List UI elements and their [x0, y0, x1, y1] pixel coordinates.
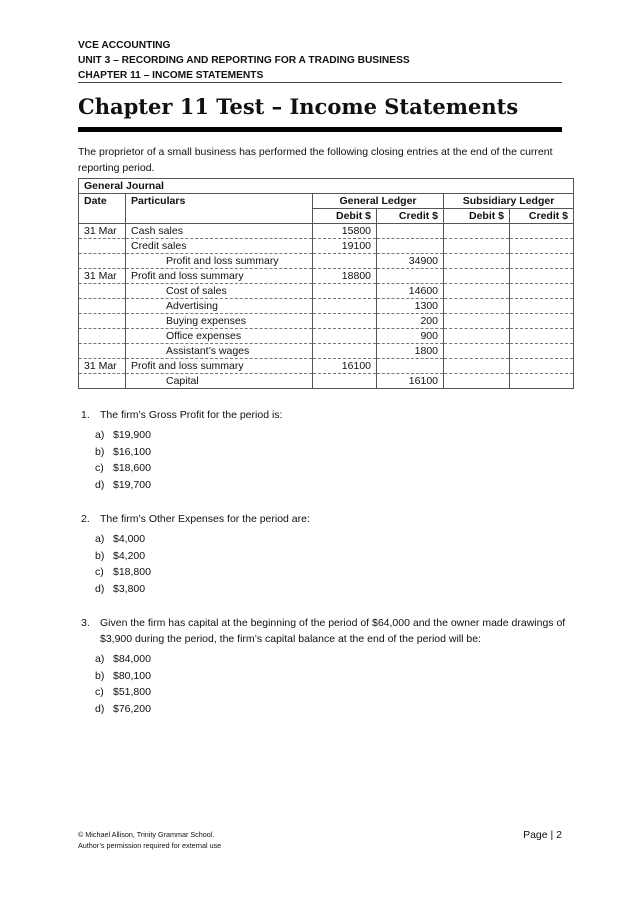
- question-2: [78, 511, 568, 597]
- row-sl-credit: [510, 374, 574, 389]
- row-sl-debit: [444, 284, 510, 299]
- page-title: Chapter 11 Test – Income Statements: [78, 94, 519, 119]
- row-credit: 200: [377, 314, 444, 329]
- answer-option[interactable]: [78, 668, 568, 685]
- row-credit: 900: [377, 329, 444, 344]
- row-date: 31 Mar: [79, 269, 126, 284]
- option-text: $16,100: [113, 445, 151, 458]
- row-sl-credit: [510, 224, 574, 239]
- row-sl-debit: [444, 359, 510, 374]
- header-unit: UNIT 3 – RECORDING AND REPORTING FOR A TRADING BUSINESS: [78, 55, 410, 66]
- row-debit: [313, 314, 377, 329]
- row-date: [79, 344, 126, 359]
- option-letter: a): [95, 653, 105, 665]
- option-text: $4,200: [113, 549, 146, 562]
- option-text: $80,100: [113, 669, 151, 682]
- row-particulars: Profit and loss summary: [126, 359, 313, 374]
- row-debit: [313, 329, 377, 344]
- row-debit: [313, 374, 377, 389]
- option-text: $51,800: [113, 686, 151, 698]
- col-general-ledger-header: General Ledger: [313, 194, 444, 209]
- option-text: $76,200: [113, 702, 151, 715]
- row-date: [79, 314, 126, 329]
- row-credit: 1300: [377, 299, 444, 314]
- option-text: $4,000: [113, 533, 146, 545]
- option-letter: d): [95, 582, 105, 595]
- row-debit: 16100: [313, 359, 377, 374]
- journal-row: [79, 284, 574, 299]
- option-letter: a): [95, 429, 105, 441]
- option-text: $84,000: [113, 653, 151, 665]
- col-date-header: Date: [79, 194, 126, 224]
- journal-row: [79, 254, 574, 269]
- row-particulars: Profit and loss summary: [126, 269, 313, 284]
- row-sl-debit: [444, 269, 510, 284]
- option-letter: b): [95, 669, 105, 682]
- answer-option[interactable]: [78, 548, 568, 565]
- row-sl-credit: [510, 254, 574, 269]
- option-letter: a): [95, 533, 105, 545]
- row-particulars: Assistant’s wages: [126, 344, 313, 359]
- option-letter: b): [95, 549, 105, 562]
- col-sl-credit-header: Credit $: [510, 209, 574, 224]
- answer-option[interactable]: [78, 477, 568, 494]
- row-sl-debit: [444, 239, 510, 254]
- row-credit: 34900: [377, 254, 444, 269]
- header-divider: [78, 82, 562, 83]
- answer-option[interactable]: [78, 684, 568, 701]
- journal-row: [79, 299, 574, 314]
- answer-option[interactable]: [78, 581, 568, 598]
- answer-options: [78, 427, 568, 493]
- answer-option[interactable]: [78, 427, 568, 444]
- row-credit: 14600: [377, 284, 444, 299]
- row-particulars: Credit sales: [126, 239, 313, 254]
- option-text: $18,800: [113, 566, 151, 578]
- journal-title: General Journal: [79, 179, 574, 194]
- header-subject: VCE ACCOUNTING: [78, 40, 171, 51]
- row-credit: [377, 239, 444, 254]
- row-credit: 16100: [377, 374, 444, 389]
- row-sl-credit: [510, 329, 574, 344]
- row-particulars: Profit and loss summary: [126, 254, 313, 269]
- row-debit: [313, 284, 377, 299]
- footer-credits: [78, 829, 221, 851]
- journal-row: [79, 344, 574, 359]
- journal-row: [79, 314, 574, 329]
- journal-row: [79, 269, 574, 284]
- question-list: [78, 407, 568, 735]
- row-credit: [377, 359, 444, 374]
- row-sl-credit: [510, 344, 574, 359]
- journal-row: [79, 239, 574, 254]
- question-number: 1.: [81, 409, 90, 421]
- col-subsidiary-ledger-header: Subsidiary Ledger: [444, 194, 574, 209]
- option-letter: d): [95, 478, 105, 491]
- col-gl-credit-header: Credit $: [377, 209, 444, 224]
- row-credit: [377, 269, 444, 284]
- option-letter: d): [95, 702, 105, 715]
- row-particulars: Cost of sales: [126, 284, 313, 299]
- row-sl-credit: [510, 299, 574, 314]
- footer-copyright: © Michael Allison, Trinity Grammar School.: [78, 830, 215, 839]
- header-chapter: CHAPTER 11 – INCOME STATEMENTS: [78, 70, 264, 81]
- question-1: [78, 407, 568, 493]
- row-particulars: Office expenses: [126, 329, 313, 344]
- document-header: [78, 38, 562, 83]
- row-particulars: Advertising: [126, 299, 313, 314]
- option-letter: b): [95, 445, 105, 458]
- question-3: [78, 615, 568, 717]
- row-sl-debit: [444, 224, 510, 239]
- row-sl-debit: [444, 314, 510, 329]
- footer-permission: Author’s permission required for external use: [78, 841, 222, 850]
- row-particulars: Cash sales: [126, 224, 313, 239]
- answer-option[interactable]: [78, 701, 568, 718]
- row-debit: 19100: [313, 239, 377, 254]
- title-underline-bar: [78, 127, 562, 132]
- option-text: $3,800: [113, 582, 146, 595]
- row-debit: [313, 344, 377, 359]
- row-date: [79, 239, 126, 254]
- col-sl-debit-header: Debit $: [444, 209, 510, 224]
- answer-option[interactable]: [78, 531, 568, 548]
- intro-paragraph: The proprietor of a small business has performed the following closing entries at the end of the current reporting period.: [78, 146, 553, 174]
- option-text: $19,700: [113, 478, 151, 491]
- answer-option[interactable]: [78, 564, 568, 581]
- option-letter: c): [95, 462, 104, 474]
- page-number: Page | 2: [523, 829, 562, 841]
- row-sl-credit: [510, 359, 574, 374]
- option-text: $18,600: [113, 462, 151, 474]
- journal-row: [79, 329, 574, 344]
- row-date: [79, 254, 126, 269]
- row-date: [79, 299, 126, 314]
- question-text: The firm’s Gross Profit for the period is:: [100, 409, 283, 421]
- answer-options: [78, 531, 568, 597]
- row-sl-debit: [444, 374, 510, 389]
- col-gl-debit-header: Debit $: [313, 209, 377, 224]
- row-particulars: Buying expenses: [126, 314, 313, 329]
- row-date: [79, 329, 126, 344]
- row-sl-credit: [510, 269, 574, 284]
- row-debit: 15800: [313, 224, 377, 239]
- row-date: [79, 284, 126, 299]
- general-journal-table: [78, 178, 574, 389]
- row-credit: 1800: [377, 344, 444, 359]
- row-credit: [377, 224, 444, 239]
- answer-option[interactable]: [78, 651, 568, 668]
- row-date: 31 Mar: [79, 224, 126, 239]
- row-sl-credit: [510, 284, 574, 299]
- row-debit: [313, 254, 377, 269]
- option-letter: c): [95, 686, 104, 698]
- row-sl-debit: [444, 344, 510, 359]
- row-sl-credit: [510, 239, 574, 254]
- question-text: The firm’s Other Expenses for the period are:: [100, 513, 310, 525]
- row-sl-debit: [444, 254, 510, 269]
- option-text: $19,900: [113, 429, 151, 441]
- answer-option[interactable]: [78, 460, 568, 477]
- question-text: Given the firm has capital at the beginning of the period of $64,000 and the owner made drawings of $3,900 during the period, the firm’s capital balance at the end of the period will be:: [100, 617, 566, 645]
- journal-row: [79, 359, 574, 374]
- col-particulars-header: Particulars: [126, 194, 313, 224]
- row-sl-debit: [444, 299, 510, 314]
- row-particulars: Capital: [126, 374, 313, 389]
- row-sl-debit: [444, 329, 510, 344]
- answer-options: [78, 651, 568, 717]
- row-date: 31 Mar: [79, 359, 126, 374]
- row-debit: [313, 299, 377, 314]
- row-date: [79, 374, 126, 389]
- question-number: 2.: [81, 513, 90, 525]
- row-sl-credit: [510, 314, 574, 329]
- row-debit: 18800: [313, 269, 377, 284]
- question-number: 3.: [81, 617, 90, 629]
- option-letter: c): [95, 566, 104, 578]
- journal-row: [79, 224, 574, 239]
- journal-row: [79, 374, 574, 389]
- answer-option[interactable]: [78, 444, 568, 461]
